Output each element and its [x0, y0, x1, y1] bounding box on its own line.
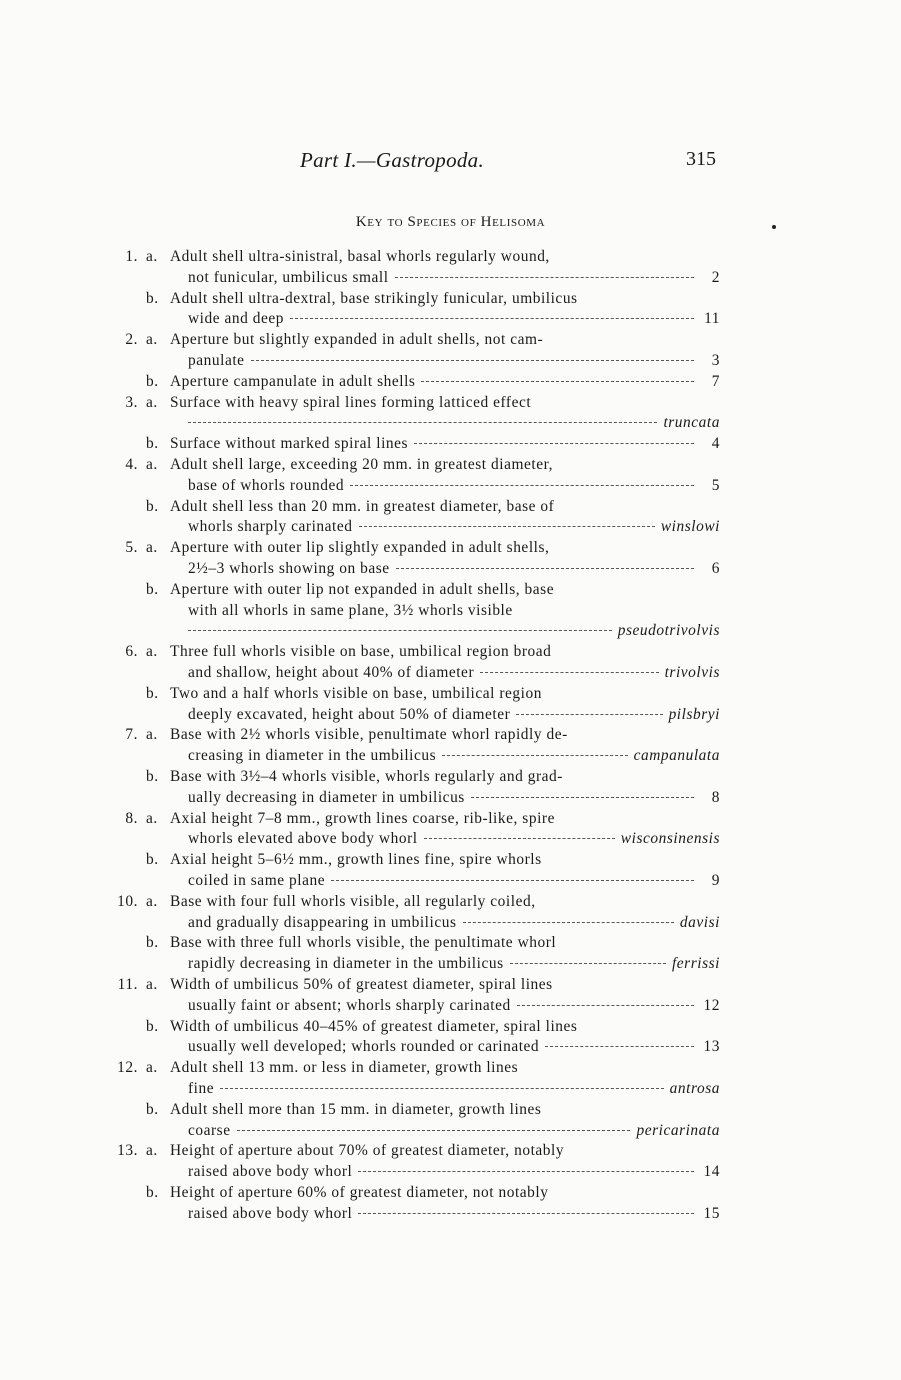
key-line — [0, 766, 901, 787]
species-name: pilsbryi — [668, 705, 720, 723]
lead-text: Surface with heavy spiral lines forming latticed effect — [170, 393, 532, 411]
lead-text-with-reference — [188, 412, 720, 433]
lead-text: panulate — [188, 352, 245, 369]
lead-text-with-reference — [188, 662, 720, 683]
couplet-reference: 5 — [711, 476, 720, 494]
key-line — [0, 1203, 901, 1224]
running-header — [0, 148, 901, 178]
key-line — [0, 516, 901, 537]
lead-text-with-reference — [188, 1036, 720, 1057]
lead-text: fine — [188, 1080, 215, 1097]
lead-letter: b. — [146, 372, 159, 390]
key-line — [0, 579, 901, 600]
species-name: winslowi — [660, 518, 720, 536]
leader-dots — [480, 671, 658, 673]
lead-text: 2½–3 whorls showing on base — [188, 560, 390, 577]
lead-text-with-reference — [188, 912, 720, 933]
lead-text: Width of umbilicus 40–45% of greatest diameter, spiral lines — [170, 1017, 578, 1035]
running-title: Part I.—Gastropoda. — [300, 148, 485, 172]
leader-dots — [395, 276, 694, 278]
couplet-number: 8. — [125, 809, 138, 827]
key-line — [0, 350, 901, 371]
lead-letter: b. — [146, 1184, 159, 1201]
lead-letter: a. — [146, 643, 158, 661]
key-line — [0, 537, 901, 558]
couplet-number: 11. — [117, 976, 138, 993]
lead-text-with-reference — [188, 475, 720, 496]
species-name: wisconsinensis — [620, 830, 720, 848]
key-line — [0, 308, 901, 329]
couplet-reference: 6 — [711, 560, 720, 577]
lead-text-with-reference — [188, 828, 720, 849]
species-name: pseudotrivolvis — [617, 622, 720, 640]
couplet-reference: 13 — [703, 1038, 720, 1056]
leader-dots — [331, 879, 694, 881]
key-line — [0, 1140, 901, 1161]
leader-dots — [421, 380, 694, 382]
lead-text-with-reference — [188, 995, 720, 1016]
lead-text: Adult shell large, exceeding 20 mm. in greatest diameter, — [170, 456, 554, 473]
couplet-number: 2. — [125, 331, 138, 349]
key-line — [0, 496, 901, 517]
couplet-reference: 4 — [711, 435, 720, 453]
couplet-number: 6. — [125, 643, 138, 661]
lead-text: ually decreasing in diameter in umbilicus — [188, 788, 465, 806]
lead-text: Aperture but slightly expanded in adult shells, not cam- — [170, 331, 544, 349]
lead-text-with-reference — [188, 558, 720, 579]
lead-text: Height of aperture about 70% of greatest diameter, notably — [170, 1142, 565, 1160]
key-line — [0, 641, 901, 662]
couplet-reference: 11 — [704, 310, 720, 328]
leader-dots — [359, 525, 655, 527]
lead-text-with-reference — [188, 620, 720, 641]
lead-letter: a. — [146, 809, 158, 827]
key-line — [0, 454, 901, 475]
leader-dots — [414, 442, 694, 444]
key-line — [0, 745, 901, 766]
lead-text: Base with 3½–4 whorls visible, whorls regularly and grad- — [170, 768, 563, 785]
key-line — [0, 600, 901, 621]
leader-dots — [188, 421, 657, 423]
lead-letter: b. — [146, 580, 159, 598]
species-name: antrosa — [669, 1080, 720, 1097]
couplet-number: 4. — [125, 456, 138, 473]
couplet-number: 5. — [125, 539, 138, 557]
lead-text: Adult shell more than 15 mm. in diameter, growth lines — [170, 1100, 542, 1118]
key-line — [0, 1120, 901, 1141]
key-line — [0, 620, 901, 641]
key-line — [0, 953, 901, 974]
lead-text: Adult shell 13 mm. or less in diameter, growth lines — [170, 1059, 519, 1077]
lead-text: Axial height 5–6½ mm., growth lines fine, spire whorls — [170, 851, 542, 869]
lead-text-with-reference — [188, 308, 720, 329]
lead-text: Aperture with outer lip slightly expanded in adult shells, — [170, 539, 550, 557]
key-line — [0, 974, 901, 995]
lead-letter: a. — [146, 1142, 158, 1160]
key-line — [0, 558, 901, 579]
leader-dots — [290, 317, 694, 319]
key-line — [0, 891, 901, 912]
lead-text: Two and a half whorls visible on base, umbilical region — [170, 684, 542, 702]
leader-dots — [188, 629, 612, 631]
couplet-number: 12. — [117, 1059, 138, 1077]
leader-dots — [442, 754, 627, 756]
lead-text-with-reference — [188, 1120, 720, 1141]
species-name: trivolvis — [664, 664, 720, 681]
key-line — [0, 787, 901, 808]
key-line — [0, 704, 901, 725]
lead-text: raised above body whorl — [188, 1163, 353, 1181]
lead-text: creasing in diameter in the umbilicus — [188, 747, 437, 765]
key-line — [0, 371, 901, 392]
lead-text-with-reference — [188, 350, 720, 371]
lead-text: base of whorls rounded — [188, 476, 345, 494]
leader-dots — [358, 1212, 694, 1214]
couplet-reference: 9 — [711, 872, 720, 889]
lead-letter: b. — [146, 768, 159, 785]
couplet-number: 3. — [125, 393, 138, 411]
lead-text: whorls sharply carinated — [188, 518, 353, 536]
species-name: pericarinata — [636, 1121, 720, 1139]
key-line — [0, 1016, 901, 1037]
lead-text: Adult shell less than 20 mm. in greatest diameter, base of — [170, 497, 555, 515]
lead-text: Adult shell ultra-sinistral, basal whorls regularly wound, — [170, 248, 550, 265]
lead-text-with-reference — [188, 267, 720, 288]
lead-letter: b. — [146, 684, 159, 702]
lead-text: Width of umbilicus 50% of greatest diameter, spiral lines — [170, 976, 553, 993]
leader-dots — [516, 713, 662, 715]
leader-dots — [517, 1004, 694, 1006]
key-line — [0, 662, 901, 683]
lead-text: Base with four full whorls visible, all regularly coiled, — [170, 892, 536, 910]
species-name: ferrissi — [671, 955, 720, 973]
key-line — [0, 1099, 901, 1120]
leader-dots — [237, 1129, 631, 1131]
leader-dots — [545, 1045, 694, 1047]
key-line — [0, 288, 901, 309]
species-name: truncata — [663, 414, 720, 432]
key-line — [0, 1182, 901, 1203]
couplet-number: 13. — [117, 1142, 138, 1160]
lead-text: usually faint or absent; whorls sharply carinated — [188, 996, 511, 1014]
leader-dots — [251, 359, 694, 361]
couplet-reference: 7 — [711, 372, 720, 390]
key-line — [0, 932, 901, 953]
key-line — [0, 849, 901, 870]
couplet-number: 10. — [117, 892, 138, 910]
key-line — [0, 828, 901, 849]
key-line — [0, 683, 901, 704]
key-line — [0, 724, 901, 745]
lead-letter: a. — [146, 1059, 158, 1077]
lead-text-with-reference — [188, 516, 720, 537]
couplet-reference: 2 — [711, 268, 720, 286]
couplet-reference: 3 — [711, 352, 720, 369]
page-number: 315 — [686, 148, 716, 170]
couplet-reference: 8 — [711, 788, 720, 806]
lead-text-with-reference — [188, 953, 720, 974]
key-line — [0, 412, 901, 433]
lead-text: Surface without marked spiral lines — [170, 435, 409, 453]
leader-dots — [510, 962, 666, 964]
lead-text: rapidly decreasing in diameter in the umbilicus — [188, 955, 504, 973]
leader-dots — [396, 567, 694, 569]
lead-text-with-reference — [188, 704, 720, 725]
lead-letter: b. — [146, 289, 159, 307]
leader-dots — [350, 484, 694, 486]
lead-text-with-reference — [188, 1203, 720, 1224]
lead-letter: a. — [146, 726, 158, 744]
couplet-reference: 14 — [703, 1163, 720, 1181]
lead-text: coiled in same plane — [188, 872, 326, 889]
key-line — [0, 808, 901, 829]
lead-text-with-reference — [170, 433, 720, 454]
key-line — [0, 870, 901, 891]
lead-text-with-reference — [188, 870, 720, 891]
lead-letter: a. — [146, 331, 158, 349]
lead-letter: a. — [146, 248, 158, 265]
lead-letter: b. — [146, 1100, 159, 1118]
lead-text-with-reference — [188, 745, 720, 766]
key-line — [0, 1057, 901, 1078]
lead-text: Aperture campanulate in adult shells — [170, 372, 416, 390]
key-line — [0, 1161, 901, 1182]
key-line — [0, 995, 901, 1016]
lead-text: not funicular, umbilicus small — [188, 268, 389, 286]
lead-text: coarse — [188, 1121, 231, 1139]
lead-text: wide and deep — [188, 310, 285, 328]
lead-text-with-reference — [170, 371, 720, 392]
key-title: Key to Species of Helisoma — [355, 214, 546, 230]
key-line — [0, 329, 901, 350]
couplet-reference: 12 — [703, 996, 720, 1014]
lead-text-with-reference — [188, 1161, 720, 1182]
couplet-number: 7. — [125, 726, 138, 744]
lead-text: Aperture with outer lip not expanded in adult shells, base — [170, 580, 555, 598]
couplet-number: 1. — [125, 248, 138, 265]
lead-text: whorls elevated above body whorl — [188, 830, 418, 848]
lead-text: Adult shell ultra-dextral, base strikingly funicular, umbilicus — [170, 289, 578, 307]
key-line — [0, 1036, 901, 1057]
lead-text: and gradually disappearing in umbilicus — [188, 913, 457, 931]
lead-text: usually well developed; whorls rounded or carinated — [188, 1038, 540, 1056]
leader-dots — [220, 1087, 664, 1089]
lead-letter: a. — [146, 456, 158, 473]
key-line — [0, 392, 901, 413]
leader-dots — [471, 796, 694, 798]
lead-text: Axial height 7–8 mm., growth lines coarse, rib-like, spire — [170, 809, 555, 827]
lead-letter: b. — [146, 934, 159, 952]
lead-letter: a. — [146, 539, 158, 557]
key-line — [0, 475, 901, 496]
key-line — [0, 267, 901, 288]
lead-letter: b. — [146, 435, 159, 453]
lead-letter: b. — [146, 1017, 159, 1035]
ink-speck — [772, 225, 776, 229]
lead-text: Base with 2½ whorls visible, penultimate whorl rapidly de- — [170, 726, 568, 744]
key-line — [0, 433, 901, 454]
key-line — [0, 912, 901, 933]
lead-text: deeply excavated, height about 50% of diameter — [188, 705, 511, 723]
lead-letter: a. — [146, 393, 158, 411]
lead-text: Height of aperture 60% of greatest diameter, not notably — [170, 1184, 549, 1201]
key-line — [0, 1078, 901, 1099]
lead-letter: a. — [146, 976, 158, 993]
lead-letter: b. — [146, 851, 159, 869]
lead-text: Three full whorls visible on base, umbilical region broad — [170, 643, 552, 661]
species-name: davisi — [679, 913, 720, 931]
couplet-reference: 15 — [703, 1204, 720, 1222]
lead-text-with-reference — [188, 1078, 720, 1099]
key-line — [0, 246, 901, 267]
lead-text: raised above body whorl — [188, 1204, 353, 1222]
lead-text-with-reference — [188, 787, 720, 808]
leader-dots — [358, 1170, 694, 1172]
species-name: campanulata — [633, 747, 720, 765]
lead-letter: b. — [146, 497, 159, 515]
leader-dots — [463, 921, 674, 923]
lead-text: and shallow, height about 40% of diameter — [188, 664, 475, 681]
lead-text: with all whorls in same plane, 3½ whorls visible — [188, 601, 513, 619]
leader-dots — [424, 837, 615, 839]
lead-text: Base with three full whorls visible, the penultimate whorl — [170, 934, 557, 952]
lead-letter: a. — [146, 892, 158, 910]
